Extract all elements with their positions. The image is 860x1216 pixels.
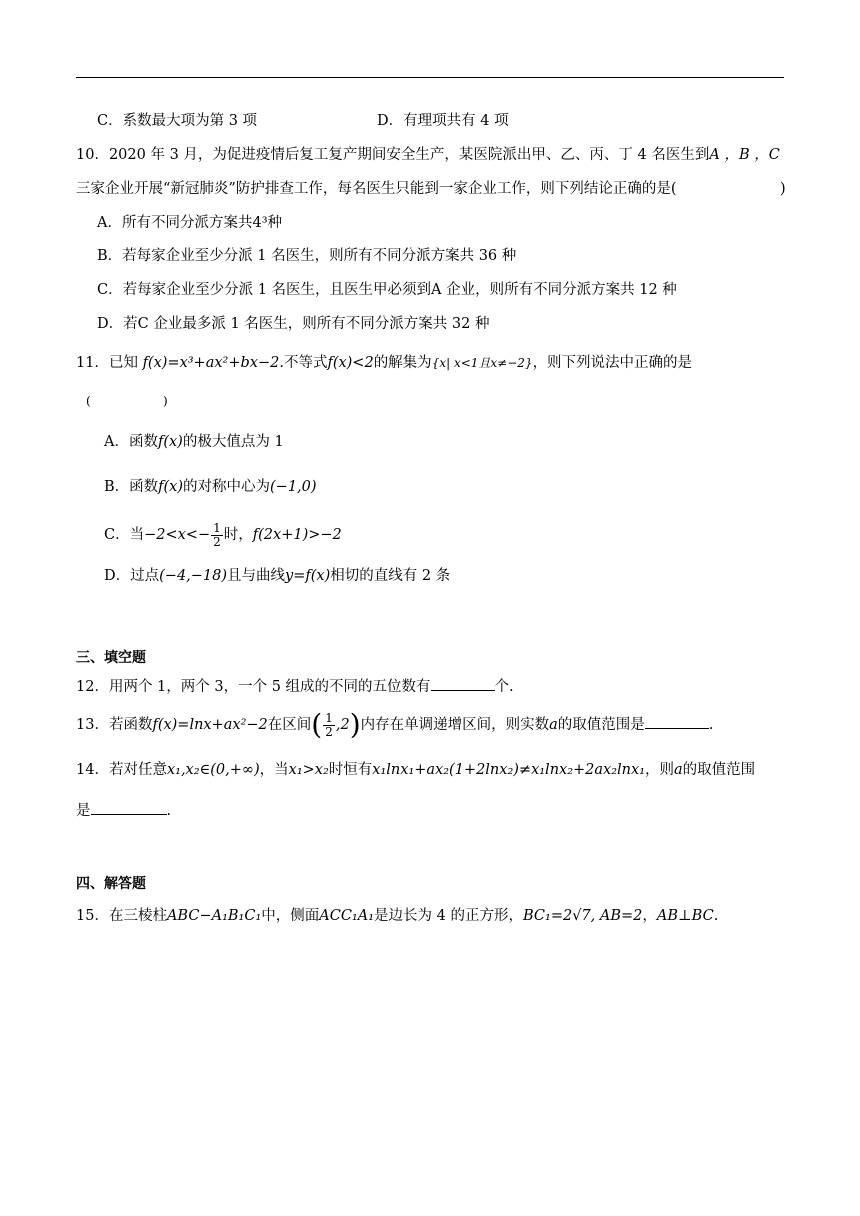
q13-func: f(x)=lnx+ax²−2 (152, 717, 268, 733)
q10-stem-line1 (76, 145, 780, 165)
q11-set: {x| x<1且x≠−2} (431, 356, 533, 370)
q11-mid2: 的解集为 (373, 355, 432, 371)
q11-option-a-suffix: 的极大值点为 1 (182, 434, 284, 450)
q13-answer-blank[interactable] (645, 714, 709, 729)
q12-stem: 12．用两个 1，两个 3，一个 5 组成的不同的五位数有 (76, 679, 431, 695)
q10-option-d: D．若C 企业最多派 1 名医生，则所有不同分派方案共 32 种 (97, 316, 490, 332)
q11-ineq: f(x)<2 (327, 355, 374, 371)
fraction-numerator: 1 (325, 710, 333, 725)
q14-domain: x₁,x₂∈(0,+∞) (166, 762, 260, 778)
q10-stem-text2: 三家企业开展“新冠肺炎”防护排查工作，每名医生只能到一家企业工作，则下列结论正确的是( (76, 181, 677, 197)
q11-option-c-mid: 时， (223, 527, 253, 543)
q13-suffix: 的取值范围是 (557, 717, 645, 733)
section-heading-solutions: 四、解答题 (76, 876, 146, 892)
q9-option-c: C．系数最大项为第 3 项 (97, 113, 258, 129)
q14-answer-blank[interactable] (91, 800, 167, 815)
q11-suffix: ，则下列说法中正确的是 (532, 355, 693, 371)
q14-line2 (76, 800, 171, 821)
q11-option-b (104, 477, 317, 497)
q15 (76, 906, 718, 926)
q15-mid: 中，侧面 (261, 908, 320, 924)
q14-ineq: x₁lnx₁+ax₂(1+2lnx₂)≠x₁lnx₂+2ax₂lnx₁ (372, 762, 646, 778)
q14-suffix: 的取值范围 (682, 762, 756, 778)
q14-prefix: 14．若对任意 (76, 762, 167, 778)
q10-stem-text: 10．2020 年 3 月，为促进疫情后复工复产期间安全生产，某医院派出甲、乙、丙、丁 4 名医生到 (76, 147, 710, 163)
q13-interval-open: ( (311, 708, 323, 741)
q12-answer-blank[interactable] (431, 676, 495, 691)
q13-interval-fraction (323, 712, 335, 739)
q11-option-a-prefix: A．函数 (104, 434, 158, 450)
q9-option-d: D．有理项共有 4 项 (377, 113, 509, 129)
q13-var: a (549, 717, 558, 733)
q13-interval-right: ,2 (335, 717, 350, 733)
q10-option-c: C．若每家企业至少分派 1 名医生，且医生甲必须到A 企业，则所有不同分派方案共 12 种 (97, 282, 677, 298)
q11-mid: .不等式 (279, 355, 328, 371)
q13 (76, 708, 713, 742)
q14-line2-prefix: 是 (76, 803, 91, 819)
fraction-denominator: 2 (213, 534, 221, 549)
q14-cond: x₁>x₂ (288, 762, 329, 778)
q13-mid: 在区间 (267, 717, 312, 733)
q15-cond1: BC₁=2√7, AB=2 (522, 908, 643, 924)
q10-option-b: B．若每家企业至少分派 1 名医生，则所有不同分派方案共 36 种 (97, 248, 517, 264)
q15-cond2: AB⊥BC (656, 908, 714, 924)
q11-func: f(x)=x³+ax²+bx−2 (142, 355, 280, 371)
q15-prism: ABC−A₁B₁C₁ (166, 908, 262, 924)
q13-interval-close: ) (349, 708, 361, 741)
q11-answer-paren-close: ) (163, 394, 168, 408)
q11-option-c-lhs: −2<x<− (144, 527, 211, 543)
q15-mid2: 是边长为 4 的正方形， (374, 908, 523, 924)
q11-option-c (104, 518, 342, 552)
q10-stem-line2 (76, 179, 676, 199)
fraction-denominator: 2 (325, 724, 333, 739)
q11-option-c-fraction (211, 522, 223, 549)
q13-end: . (708, 717, 714, 733)
q10-answer-paren-close: ) (780, 181, 786, 197)
q13-prefix: 13．若函数 (76, 717, 153, 733)
q11-option-a-math: f(x) (157, 434, 183, 450)
q11-option-d-point: (−4,−18) (159, 568, 228, 584)
header-rule (76, 77, 784, 78)
q14-var: a (674, 762, 683, 778)
q12 (76, 676, 514, 697)
q15-prefix: 15．在三棱柱 (76, 908, 167, 924)
q11-answer-paren-open: ( (86, 394, 91, 408)
q15-end: . (713, 908, 719, 924)
q11-option-b-mid: 的对称中心为 (183, 479, 271, 495)
q12-suffix: 个. (494, 679, 514, 695)
q11-option-d-suffix: 相切的直线有 2 条 (330, 568, 451, 584)
q11-option-d (104, 566, 450, 586)
q11-option-d-mid: 且与曲线 (227, 568, 286, 584)
q11-option-b-math: f(x) (158, 479, 184, 495)
section-heading-fill-in: 三、填空题 (76, 650, 146, 666)
q11-stem (76, 353, 692, 373)
q11-option-c-prefix: C．当 (104, 527, 145, 543)
q11-option-d-curve: y=f(x) (285, 568, 331, 584)
q14-mid3: ，则 (645, 762, 675, 778)
q11-option-d-prefix: D．过点 (104, 568, 160, 584)
q11-option-b-prefix: B．函数 (104, 479, 159, 495)
fraction-numerator: 1 (213, 520, 221, 535)
q10-option-a: A．所有不同分派方案共4³种 (97, 215, 283, 231)
q15-sep: ， (642, 908, 657, 924)
q14-line2-end: . (166, 803, 172, 819)
q11-option-c-rhs: f(2x+1)>−2 (252, 527, 342, 543)
q14-mid: ，当 (259, 762, 289, 778)
q13-mid2: 内存在单调递增区间，则实数 (360, 717, 550, 733)
q11-option-a (104, 432, 284, 452)
q14-line1 (76, 760, 755, 780)
q14-mid2: 时恒有 (328, 762, 373, 778)
q11-option-b-point: (−1,0) (270, 479, 317, 495)
q10-stem-vars: A ，B ，C (709, 147, 780, 163)
q15-face: ACC₁A₁ (319, 908, 375, 924)
q11-prefix: 11．已知 (76, 355, 138, 371)
